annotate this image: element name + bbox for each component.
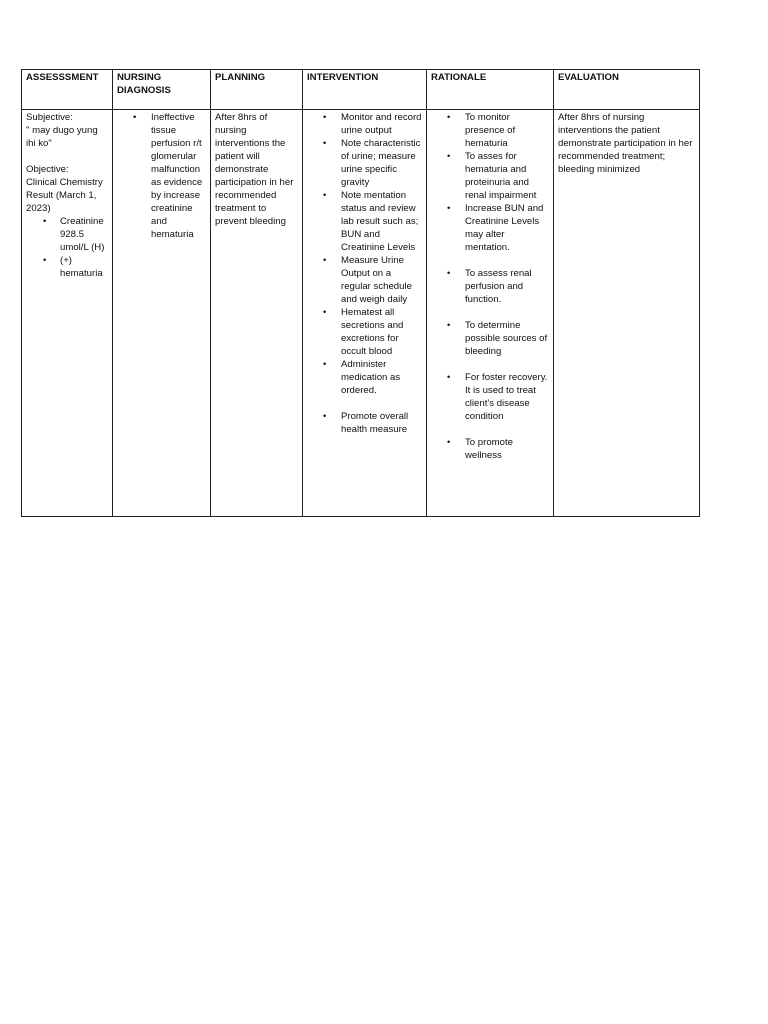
intervention-item: • Hematest all secretions and excretions for occult blood: [307, 306, 422, 358]
evaluation-text: After 8hrs of nursing interventions the patient demonstrate participation in her recommended treatment; bleeding minimized: [558, 112, 696, 175]
rationale-item: • Increase BUN and Creatinine Levels may alter mentation.: [431, 202, 549, 254]
objective-source: Clinical Chemistry Result (March 1, 2023): [26, 177, 106, 214]
spacer: [26, 150, 108, 163]
nursing-diagnosis-cell: [113, 110, 211, 517]
intervention-item: • Measure Urine Output on a regular schedule and weigh daily: [307, 254, 422, 306]
findings-list: [26, 215, 108, 280]
rationale-list: [431, 111, 549, 462]
intervention-list: [307, 111, 422, 436]
intervention-cell: [303, 110, 427, 517]
header-assessment: ASSESSSMENT: [22, 70, 113, 110]
header-rationale: RATIONALE: [427, 70, 554, 110]
header-evaluation: EVALUATION: [554, 70, 700, 110]
planning-text: After 8hrs of nursing interventions the patient will demonstrate participation in her recommended treatment to prevent bleeding: [215, 112, 297, 227]
intervention-item: • Administer medication as ordered.: [307, 358, 422, 397]
evaluation-cell: [554, 110, 700, 517]
rationale-item: • To determine possible sources of bleeding: [431, 319, 549, 358]
diagnosis-list: [117, 111, 206, 241]
header-intervention: INTERVENTION: [303, 70, 427, 110]
header-planning: PLANNING: [211, 70, 303, 110]
intervention-item: • Promote overall health measure: [307, 410, 422, 436]
diagnosis-item: • Ineffective tissue perfusion r/t glomerular malfunction as evidence by increase creatinine and hematuria: [117, 111, 206, 241]
intervention-item: • Note mentation status and review lab result such as; BUN and Creatinine Levels: [307, 189, 422, 254]
nursing-care-plan-table: [21, 69, 700, 517]
rationale-item: • To monitor presence of hematuria: [431, 111, 549, 150]
rationale-item: • For foster recovery. It is used to treat client's disease condition: [431, 371, 549, 423]
subjective-quote: " may dugo yung ihi ko": [26, 125, 101, 149]
rationale-item: • To promote wellness: [431, 436, 549, 462]
planning-cell: [211, 110, 303, 517]
finding-item: • Creatinine 928.5 umol/L (H): [26, 215, 108, 254]
intervention-item: • Monitor and record urine output: [307, 111, 422, 137]
intervention-item: • Note characteristic of urine; measure urine specific gravity: [307, 137, 422, 189]
care-plan-row: [22, 110, 700, 517]
rationale-item: • To asses for hematuria and proteinuria and renal impairment: [431, 150, 549, 202]
finding-item: • (+) hematuria: [26, 254, 108, 280]
header-nursing-diagnosis: NURSING DIAGNOSIS: [113, 70, 211, 110]
rationale-cell: [427, 110, 554, 517]
assessment-cell: [22, 110, 113, 517]
subjective-label: Subjective:: [26, 112, 73, 123]
objective-label: Objective:: [26, 164, 69, 175]
rationale-item: • To assess renal perfusion and function.: [431, 267, 549, 306]
header-row: [22, 70, 700, 110]
